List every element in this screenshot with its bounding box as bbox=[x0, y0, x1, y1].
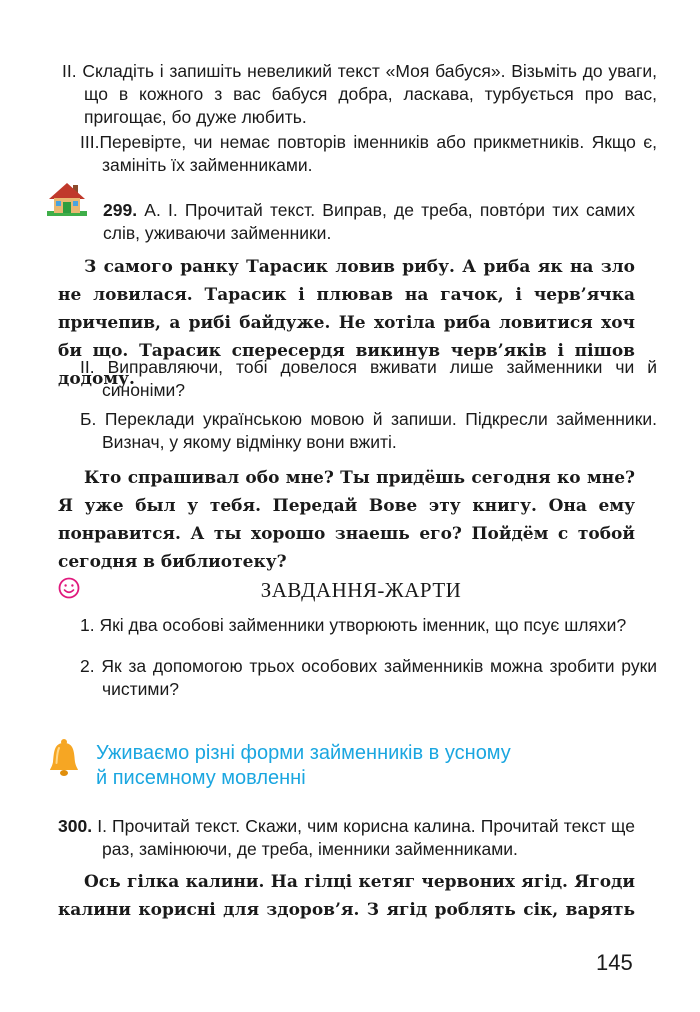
bell-icon bbox=[48, 738, 80, 778]
joke-question-2: 2. Як за допомогою трьох особових займенників можна зробити руки чистими? bbox=[80, 656, 657, 699]
russian-text: Кто спрашивал обо мне? Ты придёшь сегодня ко мне? Я уже был у тебя. Передай Вове эту книгу. Она ему понравится. А ты хорошо знаешь его? Пойдём с тобой сегодня в библиотеку? bbox=[58, 468, 635, 572]
exercise-299-task-2: ІІ. Виправляючи, тобі довелося вживати лише займенники чи й синоніми? bbox=[80, 357, 657, 400]
page-number: 145 bbox=[596, 950, 633, 975]
section-heading bbox=[96, 741, 511, 791]
joke-question-1: 1. Які два особові займенники утворюють іменник, що псує шляхи? bbox=[80, 615, 627, 635]
task-2-text: ІІ. Складіть і запишіть невеликий текст «Моя бабуся». Візьміть до уваги, що в кожного з вас бабуся добра, ласкава, турбується про вас, пригощає, бо дуже любить. bbox=[62, 61, 657, 127]
jokes-title: ЗАВДАННЯ-ЖАРТИ bbox=[260, 578, 462, 602]
section-heading-line-1: Уживаємо різні форми займенників в усному bbox=[96, 742, 511, 764]
exercise-300-text: Ось гілка калини. На гілці кетяг червоних ягід. Ягоди калини корисні для здоров’я. З ягід роблять сік, варять bbox=[58, 872, 635, 920]
section-heading-line-2: й писемному мовленні bbox=[96, 767, 306, 789]
exercise-299-text: З самого ранку Тарасик ловив рибу. А риба як на зло не ловилася. Тарасик і плював на гачок, і черв’ячка причепив, а рибі байдуже. Не хотіла риба ловитися хоч би що. Тарасик спересердя викинув черв’яків і пішов додому. bbox=[58, 257, 635, 389]
house-icon bbox=[47, 181, 87, 217]
exercise-299-task-b: Б. Переклади українською мовою й запиши. Підкресли займенники. Визнач, у якому відмінку вони вжиті. bbox=[80, 409, 657, 452]
exercise-number: 299. bbox=[103, 200, 138, 220]
exercise-299-instruction bbox=[103, 199, 635, 245]
exercise-instruction-text: І. Прочитай текст. Скажи, чим корисна калина. Прочитай текст ще раз, замінюючи, де треба, іменники займенниками. bbox=[97, 816, 635, 859]
exercise-300-instruction bbox=[58, 815, 635, 861]
task-3-text: ІІІ.Перевірте, чи немає повторів іменників або прикметників. Якщо є, замініть їх займенниками. bbox=[80, 132, 657, 175]
exercise-number: 300. bbox=[58, 816, 93, 836]
exercise-instruction-text: А. І. Прочитай текст. Виправ, де треба, повто́ри тих самих слів, уживаючи займенники. bbox=[103, 200, 635, 243]
